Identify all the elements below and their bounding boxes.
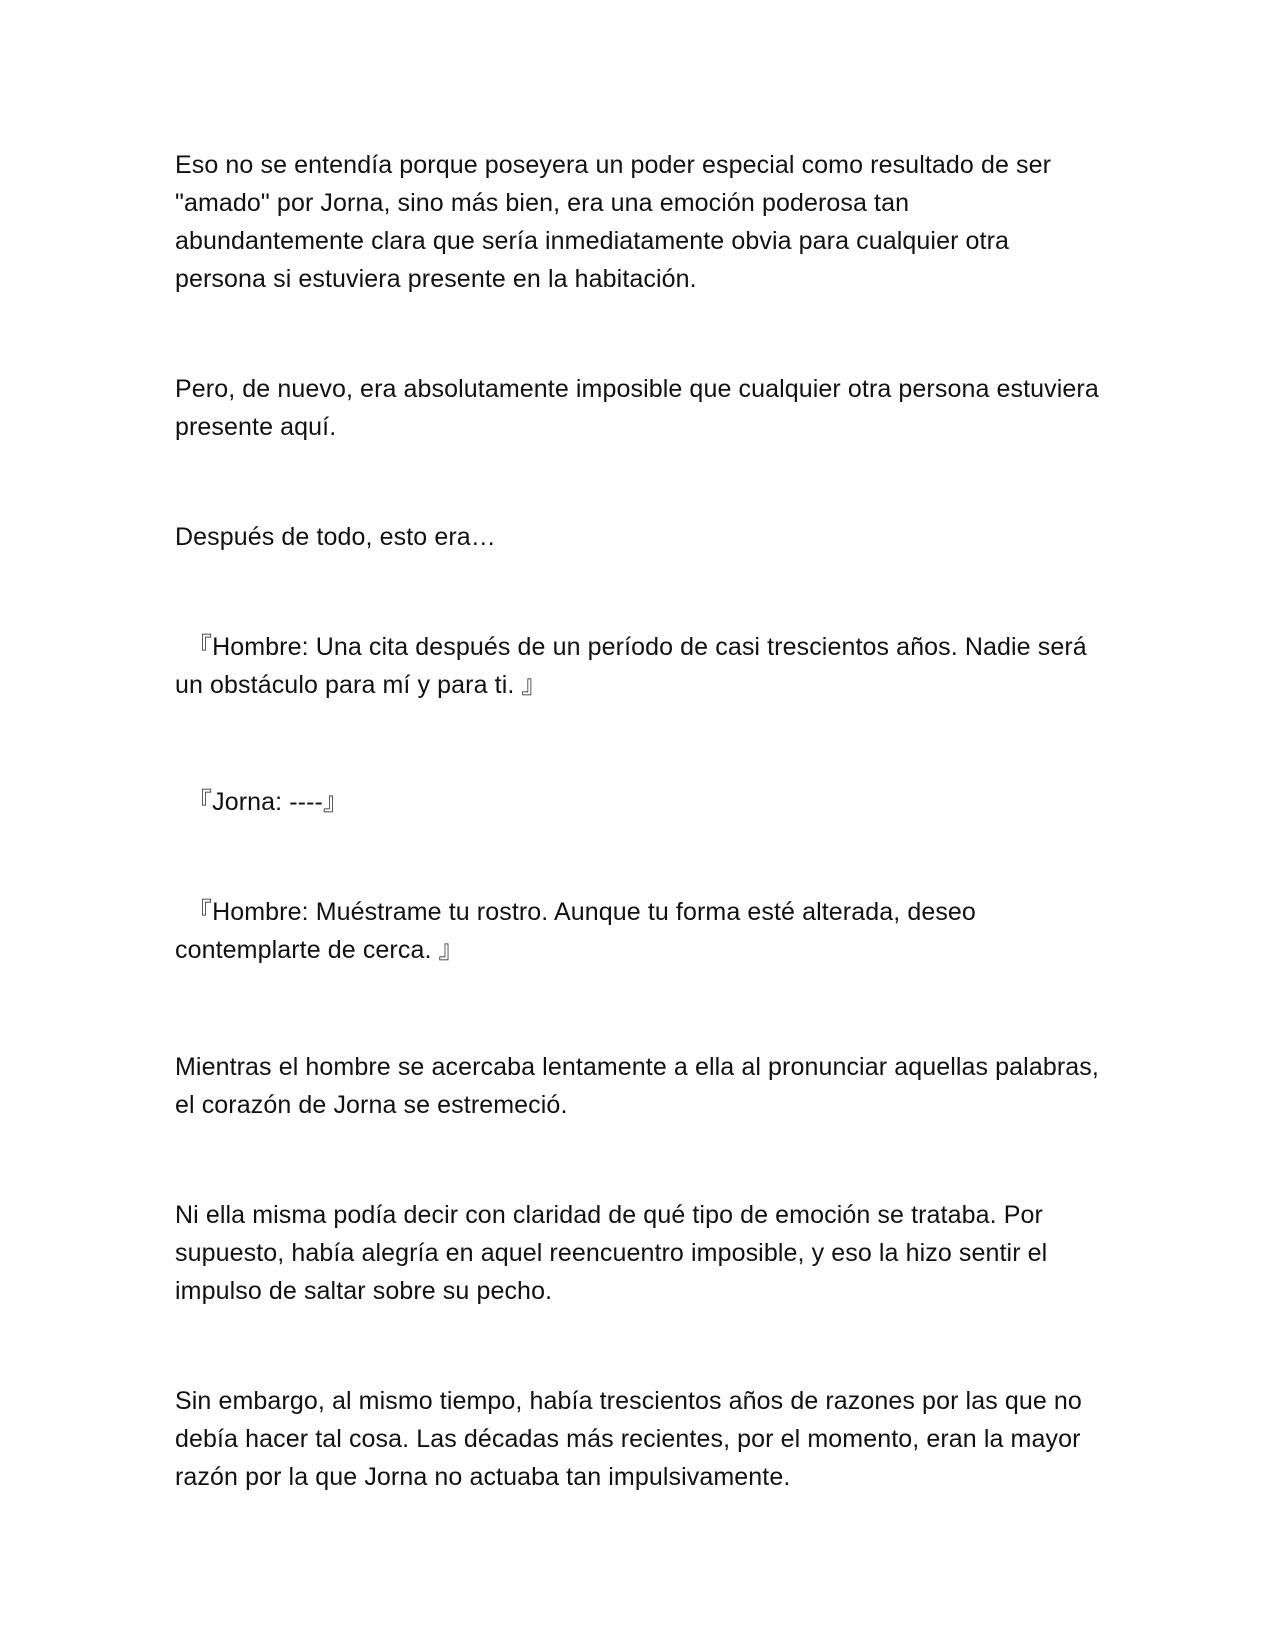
paragraph: Después de todo, esto era… [175,523,496,551]
paragraph: Pero, de nuevo, era absolutamente imposible que cualquier otra persona estuviera presente aquí. [175,375,1099,441]
paragraph: Sin embargo, al mismo tiempo, había trescientos años de razones por las que no debía hacer tal cosa. Las décadas más recientes, por el momento, eran la mayor razón por la que Jorna no actuaba tan impulsivamente. [175,1387,1082,1491]
paragraph: Mientras el hombre se acercaba lentamente a ella al pronunciar aquellas palabras, el corazón de Jorna se estremeció. [175,1053,1099,1119]
dialogue-paragraph: 『Hombre: Una cita después de un período de casi trescientos años. Nadie será un obstáculo para mí y para ti. 』 [175,633,1087,699]
paragraph: Ni ella misma podía decir con claridad de qué tipo de emoción se trataba. Por supuesto, había alegría en aquel reencuentro imposible, y eso la hizo sentir el impulso de saltar sobre su pecho. [175,1201,1048,1305]
paragraph: Eso no se entendía porque poseyera un poder especial como resultado de ser "amado" por Jorna, sino más bien, era una emoción poderosa tan abundantemente clara que sería inmediatamente obvia para cualquier otra persona si estuviera presente en la habitación. [175,151,1052,293]
dialogue-paragraph: 『Jorna: ----』 [187,788,349,816]
dialogue-paragraph: 『Hombre: Muéstrame tu rostro. Aunque tu forma esté alterada, deseo contemplarte de cerca. 』 [175,898,976,964]
